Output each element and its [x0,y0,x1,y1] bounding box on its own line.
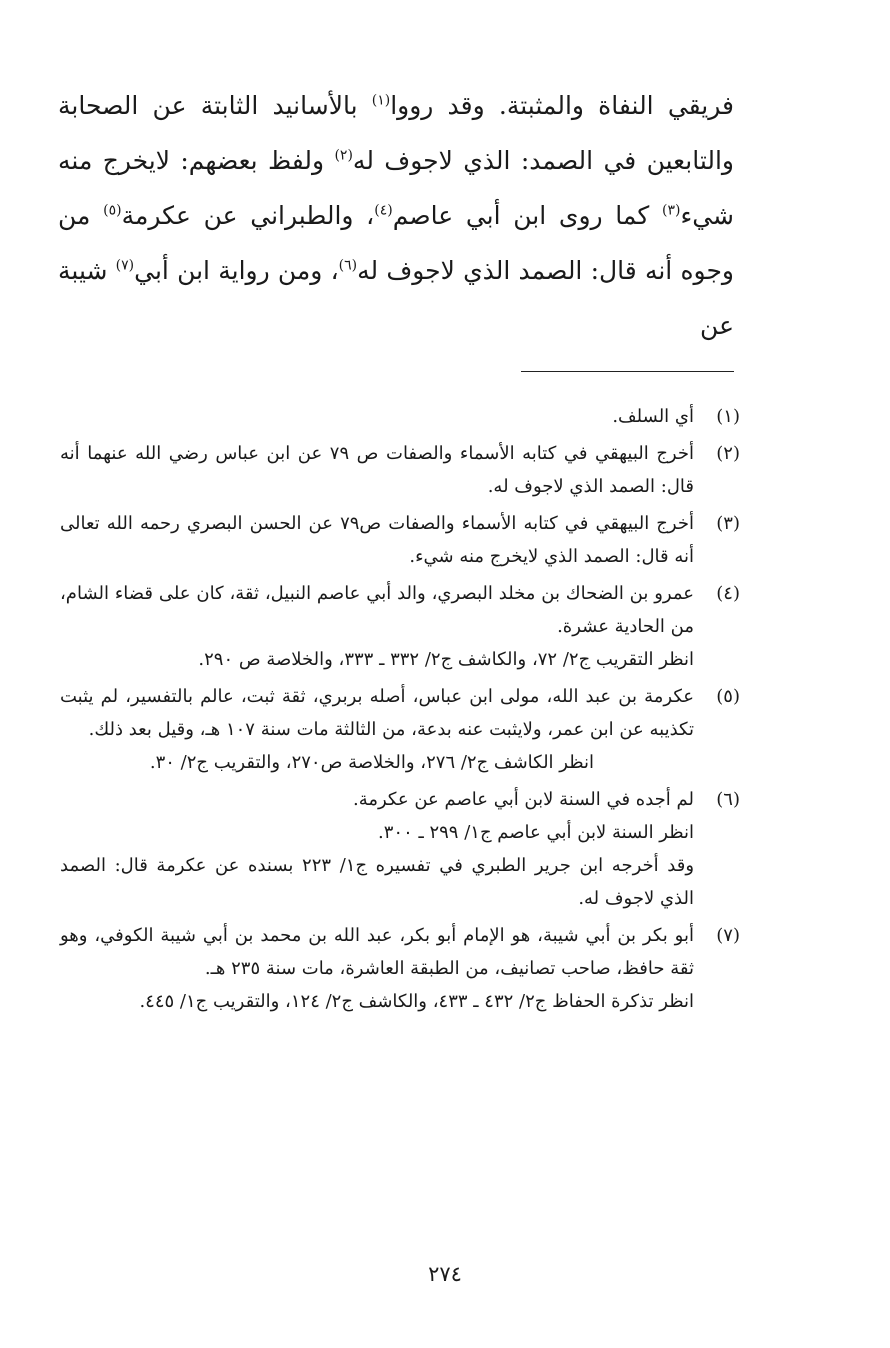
footnote-separator [521,371,734,372]
main-text-segment: بالأسانيد الثابتة عن الصحابة والتابعين في الصمد: الذي لاجوف له [58,91,734,175]
footnote-number: (٥) [716,686,740,707]
footnote-reference-marker[interactable]: (٣) [661,202,681,219]
main-text-segment: شيبة عن [58,256,734,340]
footnote-item [60,437,740,503]
footnote-text: عمرو بن الضحاك بن مخلد البصري، والد أبي عاصم النبيل، ثقة، كان على قضاء الشام، من الحادية عشرة. [60,583,694,637]
main-text-segment: ولفظ بعضهم: لايخرج منه شيء [58,146,734,230]
footnote-text: عكرمة بن عبد الله، مولى ابن عباس، أصله بربري، ثقة ثبت، عالم بالتفسير، لم يثبت تكذيبه عن ابن عمر، ولايثبت عنه بدعة، من الثالثة مات سنة ١٠٧ هـ، وقيل بعد ذلك. [60,686,694,740]
main-text-segment: ، والطبراني عن عكرمة [121,201,375,230]
main-body-text [58,78,734,353]
main-text-segment: فريقي النفاة والمثبتة. وقد رووا [390,91,735,120]
main-text-segment: ، ومن رواية ابن أبي [134,256,339,285]
footnote-text: انظر تذكرة الحفاظ ج٢/ ٤٣٢ ـ ٤٣٣، والكاشف ج٢/ ١٢٤، والتقريب ج١/ ٤٤٥. [139,991,694,1012]
footnote-text: انظر التقريب ج٢/ ٧٢، والكاشف ج٢/ ٣٣٢ ـ ٣٣٣، والخلاصة ص ٢٩٠. [198,649,694,670]
main-text-segment: من وجوه أنه قال: الصمد الذي لاجوف له [58,201,735,285]
footnote-text: لم أجده في السنة لابن أبي عاصم عن عكرمة. [352,789,694,810]
footnote-item [60,919,740,1018]
footnote-text: أبو بكر بن أبي شيبة، هو الإمام أبو بكر، عبد الله بن محمد بن أبي شيبة الكوفي، وهو ثقة حافظ، صاحب تصانيف، من الطبقة العاشرة، مات سنة ٢٣٥ هـ. [60,925,694,979]
footnotes-section [60,400,740,1022]
footnote-reference-marker[interactable]: (٦) [338,257,358,274]
main-text-segment: كما روى ابن أبي عاصم [392,201,662,230]
footnote-number: (٦) [716,789,740,810]
footnote-reference-marker[interactable]: (٤) [374,202,393,219]
footnote-text: أخرج البيهقي في كتابه الأسماء والصفات ص ٧٩ عن ابن عباس رضي الله عنهما أنه قال: الصمد الذي لاجوف له. [60,443,694,497]
footnote-reference-marker[interactable]: (٢) [334,147,353,164]
footnote-reference-marker[interactable]: (٥) [103,202,122,219]
footnote-text: انظر السنة لابن أبي عاصم ج١/ ٢٩٩ ـ ٣٠٠. [378,822,694,843]
footnote-number: (٤) [716,583,740,604]
footnote-item [60,507,740,573]
footnote-number: (٧) [716,925,740,946]
footnote-text: وقد أخرجه ابن جرير الطبري في تفسيره ج١/ ٢٢٣ بسنده عن عكرمة قال: الصمد الذي لاجوف له. [60,855,695,909]
page-number: ٢٧٤ [428,1262,462,1286]
footnote-text: أي السلف. [612,406,694,427]
footnote-number: (١) [716,406,740,427]
footnote-reference-marker[interactable]: (٧) [115,257,135,274]
footnote-text: أخرج البيهقي في كتابه الأسماء والصفات ص٧٩ عن الحسن البصري رحمه الله تعالى أنه قال: الصمد الذي لايخرج منه شيء. [60,513,694,567]
footnote-item [60,577,740,676]
footnote-item [60,680,740,779]
footnote-reference-marker[interactable]: (١) [371,92,391,109]
footnote-number: (٢) [716,443,740,464]
footnote-number: (٣) [716,513,740,534]
footnote-item [60,783,740,915]
footnote-item [60,400,740,433]
footnote-text: انظر الكاشف ج٢/ ٢٧٦، والخلاصة ص٢٧٠، والتقريب ج٢/ ٣٠. [149,752,594,773]
